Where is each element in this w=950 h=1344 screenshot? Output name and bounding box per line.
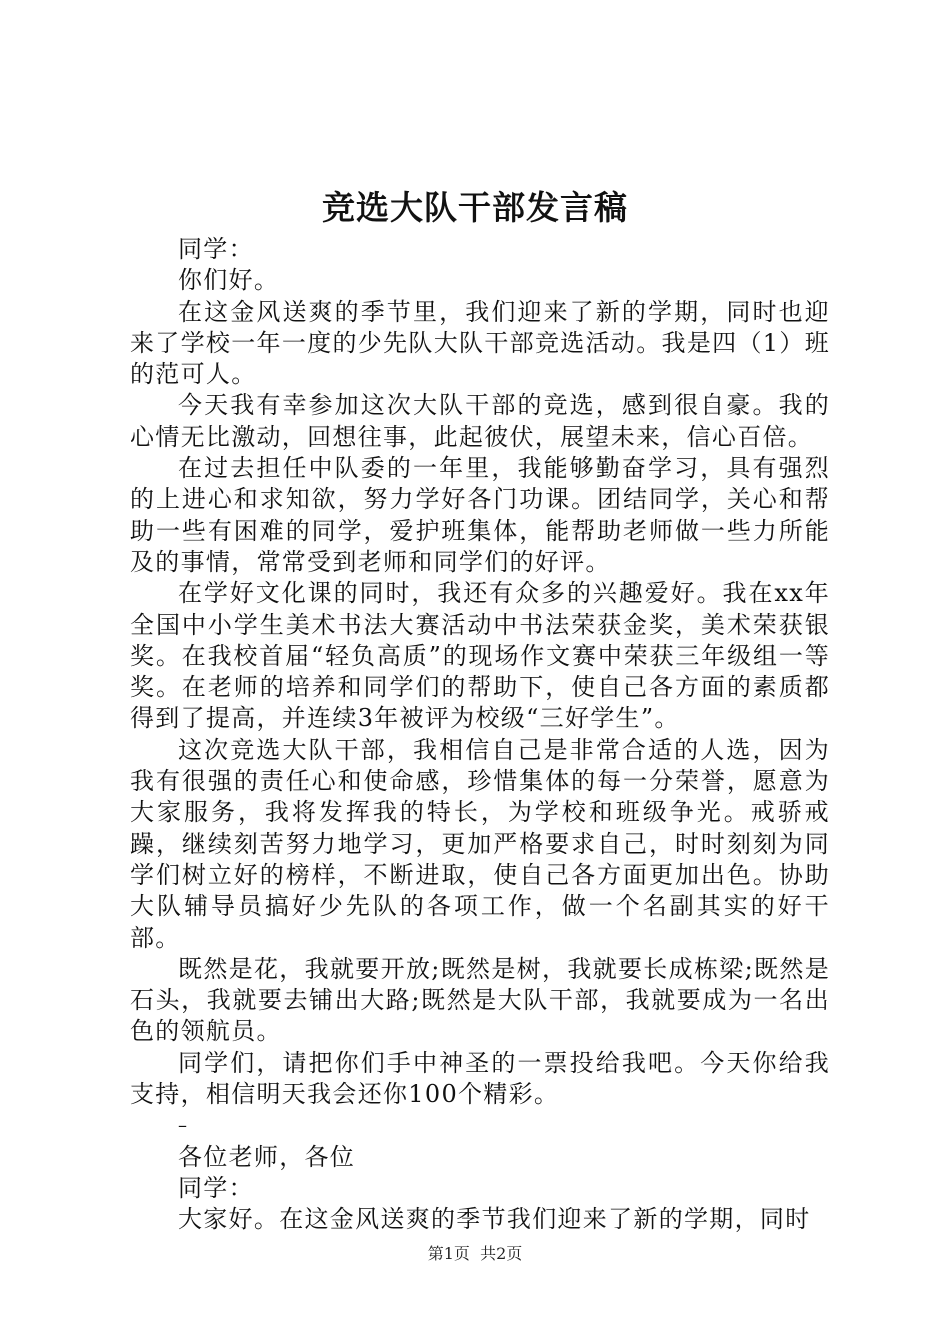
document-body xyxy=(130,234,830,1236)
document-title: 竞选大队干部发言稿 xyxy=(322,188,628,227)
paragraph: 在这金风送爽的季节里，我们迎来了新的学期，同时也迎来了学校一年一度的少先队大队干部竞选活动。我是四（1）班的范可人。 xyxy=(130,297,830,389)
page-footer xyxy=(0,1243,950,1265)
paragraph: 同学们，请把你们手中神圣的一票投给我吧。今天你给我支持，相信明天我会还你100个精彩。 xyxy=(130,1048,830,1109)
paragraph: 这次竞选大队干部，我相信自己是非常合适的人选，因为我有很强的责任心和使命感，珍惜集体的每一分荣誉，愿意为大家服务，我将发挥我的特长，为学校和班级争光。戒骄戒躁，继续刻苦努力地学习，更加严格要求自己，时时刻刻为同学们树立好的榜样，不断进取，使自己各方面更加出色。协助大队辅导员搞好少先队的各项工作，做一个名副其实的好干部。 xyxy=(130,735,830,952)
paragraph: 在过去担任中队委的一年里，我能够勤奋学习，具有强烈的上进心和求知欲，努力学好各门功课。团结同学，关心和帮助一些有困难的同学，爱护班集体，能帮助老师做一些力所能及的事情，常常受到老师和同学们的好评。 xyxy=(130,454,830,576)
page-number: 第1页 共2页 xyxy=(427,1244,523,1263)
section-separator: – xyxy=(178,1115,187,1137)
paragraph: 今天我有幸参加这次大队干部的竞选，感到很自豪。我的心情无比激动，回想往事，此起彼伏，展望未来，信心百倍。 xyxy=(130,391,830,451)
salutation: 同学： xyxy=(178,235,254,263)
salutation: 各位老师，各位 xyxy=(178,1142,356,1171)
salutation: 同学： xyxy=(178,1173,254,1202)
paragraph: 在学好文化课的同时，我还有众多的兴趣爱好。我在xx年全国中小学生美术书法大赛活动中书法荣获金奖，美术荣获银奖。在我校首届“轻负高质”的现场作文赛中荣获三年级组一等奖。在老师的培养和同学们的帮助下，使自己各方面的素质都得到了提高，并连续3年被评为校级“三好学生”。 xyxy=(130,579,830,733)
greeting: 你们好。 xyxy=(178,266,280,295)
paragraph: 既然是花，我就要开放;既然是树，我就要长成栋梁;既然是石头，我就要去铺出大路;既然是大队干部，我就要成为一名出色的领航员。 xyxy=(130,954,830,1046)
paragraph: 大家好。在这金风送爽的季节我们迎来了新的学期，同时 xyxy=(178,1205,811,1234)
